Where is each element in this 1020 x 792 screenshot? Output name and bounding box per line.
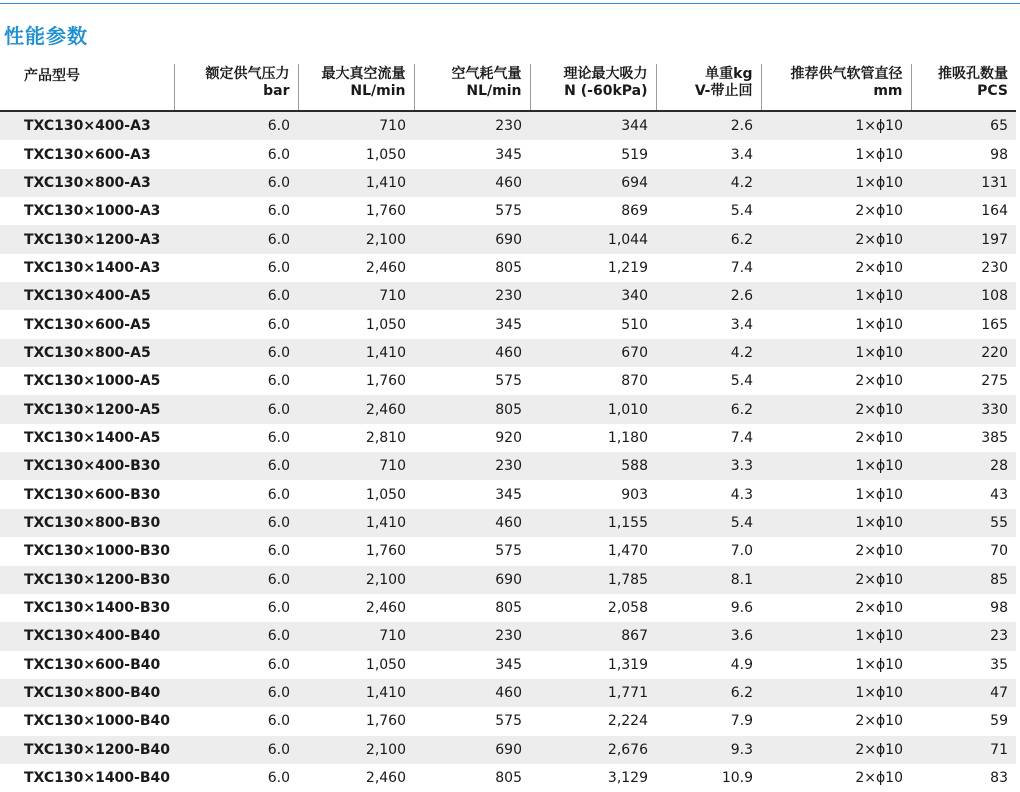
cell-max-suction: 1,785 — [530, 566, 656, 594]
cell-model: TXC130×600-A3 — [0, 140, 174, 168]
cell-max-suction: 867 — [530, 622, 656, 650]
cell-hose-diameter: 2×ϕ10 — [761, 594, 911, 622]
cell-weight: 6.2 — [656, 679, 761, 707]
table-row — [0, 140, 1016, 168]
cell-pressure: 6.0 — [174, 452, 298, 480]
column-header-label: 最大真空流量 — [321, 66, 406, 82]
cell-pressure: 6.0 — [174, 111, 298, 140]
cell-max-suction: 670 — [530, 339, 656, 367]
cell-model: TXC130×1000-B30 — [0, 537, 174, 565]
cell-air-consumption: 345 — [414, 140, 530, 168]
cell-hose-diameter: 2×ϕ10 — [761, 736, 911, 764]
cell-hose-diameter: 1×ϕ10 — [761, 310, 911, 338]
cell-pressure: 6.0 — [174, 254, 298, 282]
cell-pressure: 6.0 — [174, 197, 298, 225]
cell-model: TXC130×800-A3 — [0, 169, 174, 197]
cell-max-suction: 1,044 — [530, 225, 656, 253]
cell-pressure: 6.0 — [174, 707, 298, 735]
cell-hole-count: 47 — [911, 679, 1016, 707]
cell-hose-diameter: 2×ϕ10 — [761, 707, 911, 735]
cell-hose-diameter: 1×ϕ10 — [761, 339, 911, 367]
cell-max-suction: 1,010 — [530, 395, 656, 423]
cell-vacuum-flow: 1,410 — [298, 509, 414, 537]
cell-hole-count: 108 — [911, 282, 1016, 310]
cell-air-consumption: 690 — [414, 566, 530, 594]
cell-hole-count: 230 — [911, 254, 1016, 282]
column-header-vacuum-flow — [298, 64, 414, 111]
cell-air-consumption: 345 — [414, 310, 530, 338]
cell-weight: 3.4 — [656, 140, 761, 168]
cell-air-consumption: 460 — [414, 509, 530, 537]
cell-weight: 2.6 — [656, 282, 761, 310]
cell-vacuum-flow: 2,100 — [298, 736, 414, 764]
cell-hole-count: 220 — [911, 339, 1016, 367]
cell-hole-count: 71 — [911, 736, 1016, 764]
cell-hose-diameter: 1×ϕ10 — [761, 140, 911, 168]
cell-model: TXC130×1400-A3 — [0, 254, 174, 282]
cell-weight: 7.9 — [656, 707, 761, 735]
column-header-unit: bar — [263, 83, 290, 99]
cell-pressure: 6.0 — [174, 594, 298, 622]
column-header-pressure — [174, 64, 298, 111]
cell-hole-count: 164 — [911, 197, 1016, 225]
cell-hole-count: 330 — [911, 395, 1016, 423]
cell-weight: 6.2 — [656, 395, 761, 423]
cell-vacuum-flow: 710 — [298, 452, 414, 480]
cell-vacuum-flow: 2,810 — [298, 424, 414, 452]
table-header-row — [0, 64, 1016, 111]
cell-hose-diameter: 1×ϕ10 — [761, 480, 911, 508]
cell-model: TXC130×600-B40 — [0, 651, 174, 679]
cell-pressure: 6.0 — [174, 169, 298, 197]
cell-max-suction: 519 — [530, 140, 656, 168]
cell-pressure: 6.0 — [174, 225, 298, 253]
table-row — [0, 736, 1016, 764]
cell-pressure: 6.0 — [174, 509, 298, 537]
cell-hole-count: 165 — [911, 310, 1016, 338]
table-row — [0, 424, 1016, 452]
column-header-unit: NL/min — [466, 83, 522, 99]
table-row — [0, 169, 1016, 197]
table-row — [0, 310, 1016, 338]
cell-weight: 7.4 — [656, 254, 761, 282]
cell-air-consumption: 805 — [414, 254, 530, 282]
cell-vacuum-flow: 2,100 — [298, 566, 414, 594]
cell-air-consumption: 460 — [414, 679, 530, 707]
cell-model: TXC130×800-B30 — [0, 509, 174, 537]
cell-hole-count: 35 — [911, 651, 1016, 679]
cell-hose-diameter: 2×ϕ10 — [761, 424, 911, 452]
cell-vacuum-flow: 1,410 — [298, 679, 414, 707]
cell-hole-count: 85 — [911, 566, 1016, 594]
cell-hole-count: 83 — [911, 764, 1016, 792]
table-row — [0, 367, 1016, 395]
cell-max-suction: 3,129 — [530, 764, 656, 792]
cell-max-suction: 510 — [530, 310, 656, 338]
cell-model: TXC130×1200-A5 — [0, 395, 174, 423]
cell-weight: 3.6 — [656, 622, 761, 650]
cell-air-consumption: 460 — [414, 169, 530, 197]
cell-pressure: 6.0 — [174, 622, 298, 650]
cell-hose-diameter: 1×ϕ10 — [761, 679, 911, 707]
cell-pressure: 6.0 — [174, 480, 298, 508]
table-row — [0, 651, 1016, 679]
cell-vacuum-flow: 710 — [298, 282, 414, 310]
cell-weight: 7.0 — [656, 537, 761, 565]
cell-model: TXC130×1400-B40 — [0, 764, 174, 792]
cell-model: TXC130×600-B30 — [0, 480, 174, 508]
cell-air-consumption: 575 — [414, 537, 530, 565]
cell-air-consumption: 230 — [414, 622, 530, 650]
cell-hose-diameter: 1×ϕ10 — [761, 651, 911, 679]
cell-model: TXC130×1000-A3 — [0, 197, 174, 225]
performance-table — [0, 64, 1016, 792]
cell-hole-count: 28 — [911, 452, 1016, 480]
column-header-label: 推吸孔数量 — [938, 66, 1008, 82]
column-header-label: 产品型号 — [24, 68, 80, 84]
cell-max-suction: 869 — [530, 197, 656, 225]
cell-hose-diameter: 2×ϕ10 — [761, 395, 911, 423]
cell-air-consumption: 230 — [414, 282, 530, 310]
cell-max-suction: 870 — [530, 367, 656, 395]
column-header-max-suction — [530, 64, 656, 111]
cell-pressure: 6.0 — [174, 424, 298, 452]
cell-hose-diameter: 2×ϕ10 — [761, 566, 911, 594]
cell-hole-count: 43 — [911, 480, 1016, 508]
table-row — [0, 594, 1016, 622]
column-header-unit: NL/min — [350, 83, 406, 99]
cell-max-suction: 1,470 — [530, 537, 656, 565]
cell-model: TXC130×1000-B40 — [0, 707, 174, 735]
cell-vacuum-flow: 1,760 — [298, 367, 414, 395]
cell-vacuum-flow: 1,760 — [298, 537, 414, 565]
cell-model: TXC130×400-A5 — [0, 282, 174, 310]
cell-weight: 5.4 — [656, 367, 761, 395]
cell-vacuum-flow: 1,410 — [298, 339, 414, 367]
column-header-label: 空气耗气量 — [451, 66, 522, 82]
cell-model: TXC130×1200-A3 — [0, 225, 174, 253]
cell-air-consumption: 230 — [414, 452, 530, 480]
table-row — [0, 707, 1016, 735]
cell-pressure: 6.0 — [174, 764, 298, 792]
cell-vacuum-flow: 2,460 — [298, 254, 414, 282]
cell-air-consumption: 575 — [414, 707, 530, 735]
cell-vacuum-flow: 1,050 — [298, 140, 414, 168]
table-row — [0, 452, 1016, 480]
cell-hose-diameter: 1×ϕ10 — [761, 282, 911, 310]
table-row — [0, 282, 1016, 310]
cell-weight: 7.4 — [656, 424, 761, 452]
table-row — [0, 254, 1016, 282]
cell-max-suction: 903 — [530, 480, 656, 508]
table-body — [0, 111, 1016, 792]
cell-air-consumption: 805 — [414, 764, 530, 792]
cell-air-consumption: 920 — [414, 424, 530, 452]
cell-max-suction: 1,219 — [530, 254, 656, 282]
cell-pressure: 6.0 — [174, 310, 298, 338]
cell-hole-count: 98 — [911, 594, 1016, 622]
cell-hose-diameter: 1×ϕ10 — [761, 111, 911, 140]
cell-max-suction: 2,676 — [530, 736, 656, 764]
cell-pressure: 6.0 — [174, 736, 298, 764]
cell-weight: 4.3 — [656, 480, 761, 508]
cell-weight: 2.6 — [656, 111, 761, 140]
cell-max-suction: 2,224 — [530, 707, 656, 735]
cell-hose-diameter: 2×ϕ10 — [761, 254, 911, 282]
cell-pressure: 6.0 — [174, 339, 298, 367]
cell-hole-count: 23 — [911, 622, 1016, 650]
table-row — [0, 509, 1016, 537]
cell-model: TXC130×1200-B30 — [0, 566, 174, 594]
cell-hose-diameter: 2×ϕ10 — [761, 225, 911, 253]
cell-model: TXC130×1400-B30 — [0, 594, 174, 622]
cell-air-consumption: 345 — [414, 651, 530, 679]
column-header-weight — [656, 64, 761, 111]
column-header-hose-diameter — [761, 64, 911, 111]
cell-air-consumption: 460 — [414, 339, 530, 367]
column-header-label: 理论最大吸力 — [563, 66, 648, 82]
cell-max-suction: 1,155 — [530, 509, 656, 537]
cell-hole-count: 197 — [911, 225, 1016, 253]
cell-hole-count: 131 — [911, 169, 1016, 197]
cell-air-consumption: 345 — [414, 480, 530, 508]
cell-weight: 3.4 — [656, 310, 761, 338]
cell-pressure: 6.0 — [174, 140, 298, 168]
cell-pressure: 6.0 — [174, 566, 298, 594]
table-row — [0, 679, 1016, 707]
column-header-unit: mm — [873, 83, 903, 99]
cell-air-consumption: 230 — [414, 111, 530, 140]
column-header-label: 单重kg — [705, 66, 753, 82]
cell-vacuum-flow: 710 — [298, 111, 414, 140]
cell-max-suction: 340 — [530, 282, 656, 310]
table-row — [0, 225, 1016, 253]
cell-pressure: 6.0 — [174, 679, 298, 707]
cell-model: TXC130×400-A3 — [0, 111, 174, 140]
top-divider — [0, 3, 1020, 4]
cell-weight: 9.6 — [656, 594, 761, 622]
cell-model: TXC130×1400-A5 — [0, 424, 174, 452]
cell-weight: 4.2 — [656, 169, 761, 197]
cell-pressure: 6.0 — [174, 651, 298, 679]
cell-weight: 5.4 — [656, 197, 761, 225]
column-header-unit: V-带止回 — [694, 83, 753, 99]
cell-weight: 8.1 — [656, 566, 761, 594]
column-header-label: 推荐供气软管直径 — [790, 66, 903, 82]
cell-weight: 9.3 — [656, 736, 761, 764]
page-title: 性能参数 — [4, 24, 88, 48]
cell-model: TXC130×1200-B40 — [0, 736, 174, 764]
cell-weight: 3.3 — [656, 452, 761, 480]
cell-hose-diameter: 2×ϕ10 — [761, 367, 911, 395]
column-header-air-consumption — [414, 64, 530, 111]
cell-weight: 5.4 — [656, 509, 761, 537]
table-row — [0, 339, 1016, 367]
table-row — [0, 395, 1016, 423]
table-row — [0, 197, 1016, 225]
table-row — [0, 566, 1016, 594]
cell-hole-count: 385 — [911, 424, 1016, 452]
cell-hose-diameter: 1×ϕ10 — [761, 509, 911, 537]
table-row — [0, 764, 1016, 792]
cell-model: TXC130×800-A5 — [0, 339, 174, 367]
cell-hose-diameter: 2×ϕ10 — [761, 764, 911, 792]
table-row — [0, 480, 1016, 508]
cell-pressure: 6.0 — [174, 537, 298, 565]
cell-hose-diameter: 1×ϕ10 — [761, 169, 911, 197]
cell-vacuum-flow: 710 — [298, 622, 414, 650]
cell-vacuum-flow: 1,050 — [298, 480, 414, 508]
cell-air-consumption: 575 — [414, 367, 530, 395]
cell-vacuum-flow: 1,050 — [298, 310, 414, 338]
cell-max-suction: 2,058 — [530, 594, 656, 622]
cell-model: TXC130×400-B30 — [0, 452, 174, 480]
cell-vacuum-flow: 2,100 — [298, 225, 414, 253]
cell-vacuum-flow: 2,460 — [298, 764, 414, 792]
cell-vacuum-flow: 2,460 — [298, 594, 414, 622]
cell-weight: 6.2 — [656, 225, 761, 253]
column-header-label: 额定供气压力 — [205, 66, 290, 82]
cell-vacuum-flow: 2,460 — [298, 395, 414, 423]
cell-air-consumption: 805 — [414, 395, 530, 423]
cell-pressure: 6.0 — [174, 395, 298, 423]
cell-hole-count: 65 — [911, 111, 1016, 140]
cell-hole-count: 59 — [911, 707, 1016, 735]
cell-air-consumption: 690 — [414, 225, 530, 253]
cell-pressure: 6.0 — [174, 367, 298, 395]
table-row — [0, 111, 1016, 140]
column-header-unit: N (-60kPa) — [564, 83, 648, 99]
cell-max-suction: 1,180 — [530, 424, 656, 452]
cell-weight: 4.2 — [656, 339, 761, 367]
cell-air-consumption: 575 — [414, 197, 530, 225]
cell-vacuum-flow: 1,760 — [298, 197, 414, 225]
cell-model: TXC130×1000-A5 — [0, 367, 174, 395]
cell-max-suction: 1,771 — [530, 679, 656, 707]
cell-hose-diameter: 2×ϕ10 — [761, 197, 911, 225]
cell-max-suction: 694 — [530, 169, 656, 197]
cell-model: TXC130×600-A5 — [0, 310, 174, 338]
column-header-unit: PCS — [977, 83, 1008, 99]
cell-model: TXC130×800-B40 — [0, 679, 174, 707]
cell-hose-diameter: 1×ϕ10 — [761, 622, 911, 650]
cell-max-suction: 344 — [530, 111, 656, 140]
cell-vacuum-flow: 1,410 — [298, 169, 414, 197]
cell-hole-count: 275 — [911, 367, 1016, 395]
cell-model: TXC130×400-B40 — [0, 622, 174, 650]
cell-hole-count: 55 — [911, 509, 1016, 537]
cell-weight: 4.9 — [656, 651, 761, 679]
cell-max-suction: 588 — [530, 452, 656, 480]
cell-hole-count: 70 — [911, 537, 1016, 565]
cell-hose-diameter: 2×ϕ10 — [761, 537, 911, 565]
cell-hole-count: 98 — [911, 140, 1016, 168]
column-header-model — [0, 64, 174, 111]
cell-weight: 10.9 — [656, 764, 761, 792]
cell-air-consumption: 690 — [414, 736, 530, 764]
column-header-hole-count — [911, 64, 1016, 111]
table-row — [0, 622, 1016, 650]
cell-air-consumption: 805 — [414, 594, 530, 622]
cell-pressure: 6.0 — [174, 282, 298, 310]
cell-vacuum-flow: 1,760 — [298, 707, 414, 735]
cell-vacuum-flow: 1,050 — [298, 651, 414, 679]
cell-hose-diameter: 1×ϕ10 — [761, 452, 911, 480]
table-row — [0, 537, 1016, 565]
cell-max-suction: 1,319 — [530, 651, 656, 679]
